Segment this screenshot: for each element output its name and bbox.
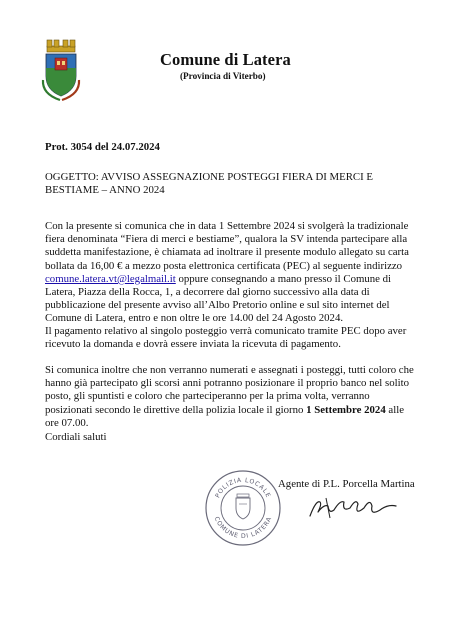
stamp-top-text: POLIZIA LOCALE [214,476,272,500]
pec-email-link[interactable]: comune.latera.vt@legalmail.it [45,272,176,285]
paragraph-3-text-a: Si comunica inoltre che non verranno numerati e assegnati i posteggi, tutti coloro che hanno già partecipato gli scorsi anni potranno posizionare il proprio banco nel solito posto, gli spuntisti e coloro che parteciperanno per la prima volta, verranno posizionati secondo le direttive della polizia locale il giorno [45,364,414,416]
official-stamp [203,468,283,548]
protocol-number: Prot. 3054 del 24.07.2024 [45,141,160,153]
paragraph-3-text-b: alle ore 07.00. [45,403,405,429]
body-paragraph-2: Il pagamento relativo al singolo posteggio verrà comunicato tramite PEC dopo aver ricevuto la domanda e dovrà essere inviata la ricevuta di pagamento. [45,325,407,351]
signer-name: Agente di P.L. Porcella Martina [278,478,415,490]
paragraph-1-text-a: Con la presente si comunica che in data 1 Settembre 2024 si svolgerà la tradizionale fiera denominata “Fiera di merci e bestiame”, qualora la SV intenda partecipare alla suddetta manifestazione, è chiamata ad inoltrare il presente modulo allegato su carta bollata da 16,00 € a mezzo posta elettronica certificata (PEC) al seguente indirizzo [45,220,409,272]
subject-line: OGGETTO: AVVISO ASSEGNAZIONE POSTEGGI FIERA DI MERCI E BESTIAME – ANNO 2024 [45,171,374,197]
paragraph-1-text-b: oppure consegnando a mano presso il Comune di Latera, Piazza della Rocca, 1, a decorrere dal giorno successivo alla data di pubblicazione del presente avviso all’Albo Pretorio online e sul sito internet del Comune di Latera, entro e non oltre le ore 14.00 del 24 Agosto 2024. [45,272,392,325]
stamp-bottom-text: COMUNE DI LATERA [212,515,274,541]
province-label: (Provincia di Viterbo) [180,71,266,81]
body-paragraph-1 [45,220,417,326]
paragraph-3-date: 1 Settembre 2024 [306,403,386,416]
municipal-crest-logo [38,38,84,102]
closing-greeting: Cordiali saluti [45,431,107,443]
svg-text:POLIZIA LOCALE [214,477,271,499]
municipality-name: Comune di Latera [160,50,291,69]
body-paragraph-3 [45,364,417,430]
handwritten-signature [306,494,401,522]
